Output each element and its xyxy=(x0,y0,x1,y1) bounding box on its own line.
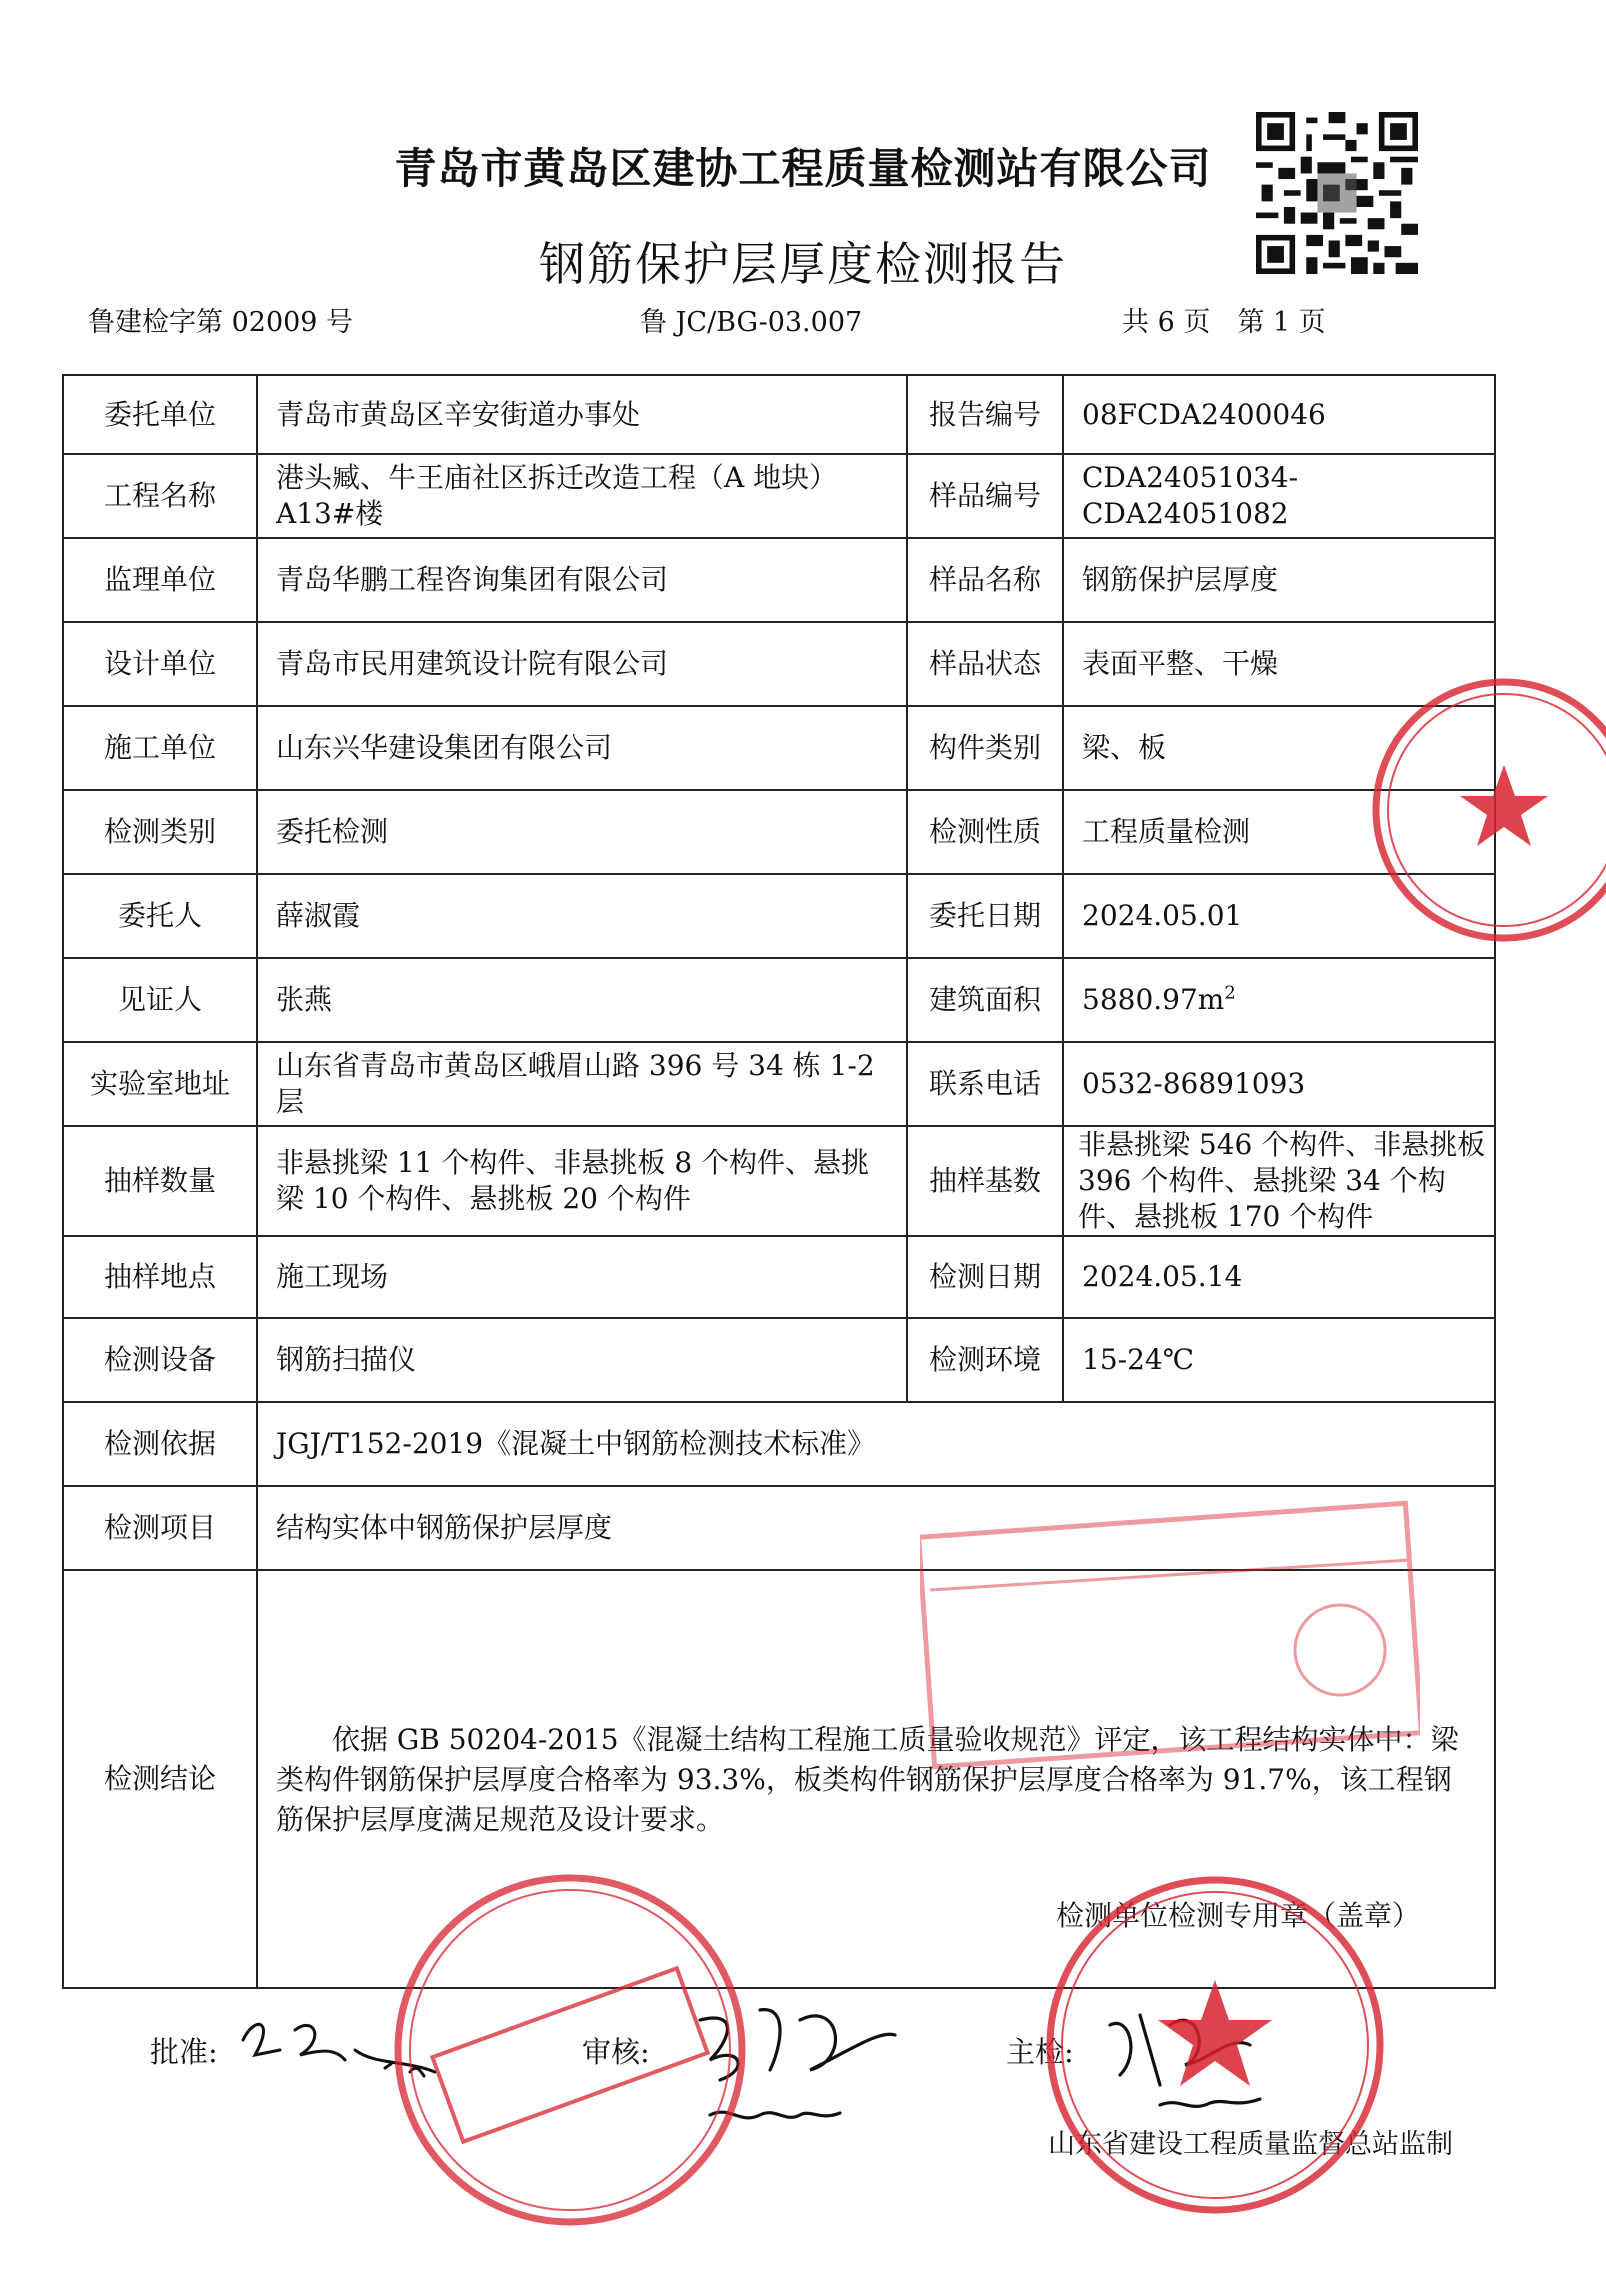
supervisor-note: 山东省建设工程质量监督总站监制 xyxy=(1048,2129,1453,2160)
table-row xyxy=(63,874,1495,958)
field-value: 08FCDA2400046 xyxy=(1063,375,1495,454)
field-label: 检测结论 xyxy=(63,1570,257,1988)
field-label: 建筑面积 xyxy=(907,958,1063,1042)
field-label: 见证人 xyxy=(63,958,257,1042)
company-name: 青岛市黄岛区建协工程质量检测站有限公司 xyxy=(394,144,1212,193)
review-label: 审核: xyxy=(582,2035,650,2069)
seal-note: 检测单位检测专用章（盖章） xyxy=(1055,1899,1420,1932)
table-row xyxy=(63,1486,1495,1570)
table-row xyxy=(63,538,1495,622)
field-label: 监理单位 xyxy=(63,538,257,622)
field-value: $5880.97m^2$ xyxy=(1063,958,1495,1042)
field-value: 钢筋扫描仪 xyxy=(257,1318,907,1402)
field-label: 委托日期 xyxy=(907,874,1063,958)
field-value: 薛淑霞 xyxy=(257,874,907,958)
field-value: 青岛市黄岛区辛安街道办事处 xyxy=(257,375,907,454)
field-label: 检测日期 xyxy=(907,1236,1063,1318)
table-row xyxy=(63,1236,1495,1318)
field-label: 施工单位 xyxy=(63,706,257,790)
page-indicator: 共 6 页 第 1 页 xyxy=(1122,307,1326,338)
field-value: 0532-86891093 xyxy=(1063,1042,1495,1126)
report-table xyxy=(62,374,1496,1989)
table-row xyxy=(63,790,1495,874)
conclusion-row xyxy=(63,1570,1495,1988)
field-label: 实验室地址 xyxy=(63,1042,257,1126)
field-label: 检测设备 xyxy=(63,1318,257,1402)
qr-code-icon xyxy=(1256,112,1418,274)
field-value: JGJ/T152-2019《混凝土中钢筋检测技术标准》 xyxy=(257,1402,1495,1486)
field-value: 2024.05.01 xyxy=(1063,874,1495,958)
table-row xyxy=(63,958,1495,1042)
table-row xyxy=(63,622,1495,706)
conclusion-text: 依据 GB 50204-2015《混凝土结构工程施工质量验收规范》评定，该工程结构实体中：梁类构件钢筋保护层厚度合格率为 93.3%，板类构件钢筋保护层厚度合格率为 91.7%，该工程钢筋保护层厚度满足规范及设计要求。 xyxy=(276,1723,1459,1836)
table-row xyxy=(63,1402,1495,1486)
field-label: 联系电话 xyxy=(907,1042,1063,1126)
field-label: 样品编号 xyxy=(907,454,1063,538)
field-label: 检测依据 xyxy=(63,1402,257,1486)
field-value: 张燕 xyxy=(257,958,907,1042)
field-value: 非悬挑梁 546 个构件、非悬挑板 396 个构件、悬挑梁 34 个构件、悬挑板 170 个构件 xyxy=(1063,1126,1495,1236)
field-value: 表面平整、干燥 xyxy=(1063,622,1495,706)
field-value: 青岛华鹏工程咨询集团有限公司 xyxy=(257,538,907,622)
field-value: 工程质量检测 xyxy=(1063,790,1495,874)
approve-label: 批准: xyxy=(150,2035,218,2069)
table-row xyxy=(63,1318,1495,1402)
report-title: 钢筋保护层厚度检测报告 xyxy=(539,237,1067,291)
field-value: 青岛市民用建筑设计院有限公司 xyxy=(257,622,907,706)
field-value: 结构实体中钢筋保护层厚度 xyxy=(257,1486,1495,1570)
field-value: 梁、板 xyxy=(1063,706,1495,790)
field-label: 委托人 xyxy=(63,874,257,958)
field-value: 2024.05.14 xyxy=(1063,1236,1495,1318)
field-label: 抽样地点 xyxy=(63,1236,257,1318)
reviewer-signature xyxy=(680,1990,910,2140)
field-label: 工程名称 xyxy=(63,454,257,538)
field-value: 钢筋保护层厚度 xyxy=(1063,538,1495,622)
field-label: 抽样数量 xyxy=(63,1126,257,1236)
field-label: 样品名称 xyxy=(907,538,1063,622)
field-label: 设计单位 xyxy=(63,622,257,706)
table-row xyxy=(63,375,1495,454)
field-value: CDA24051034- CDA24051082 xyxy=(1063,454,1495,538)
field-label: 检测项目 xyxy=(63,1486,257,1570)
field-value: 山东省青岛市黄岛区峨眉山路 396 号 34 栋 1-2 层 xyxy=(257,1042,907,1126)
table-row xyxy=(63,1126,1495,1236)
field-value: 港头臧、牛王庙社区拆迁改造工程（A 地块）A13#楼 xyxy=(257,454,907,538)
field-label: 构件类别 xyxy=(907,706,1063,790)
conclusion-cell xyxy=(257,1570,1495,1988)
form-number: 鲁 JC/BG-03.007 xyxy=(640,307,863,338)
field-label: 检测类别 xyxy=(63,790,257,874)
field-value: 施工现场 xyxy=(257,1236,907,1318)
field-label: 报告编号 xyxy=(907,375,1063,454)
field-label: 样品状态 xyxy=(907,622,1063,706)
field-label: 检测性质 xyxy=(907,790,1063,874)
table-row xyxy=(63,1042,1495,1126)
field-value: 15-24℃ xyxy=(1063,1318,1495,1402)
field-label: 委托单位 xyxy=(63,375,257,454)
approver-signature xyxy=(235,2010,465,2090)
inspector-signature xyxy=(1100,1995,1330,2125)
table-row xyxy=(63,454,1495,538)
table-row xyxy=(63,706,1495,790)
field-label: 抽样基数 xyxy=(907,1126,1063,1236)
field-label: 检测环境 xyxy=(907,1318,1063,1402)
field-value: 委托检测 xyxy=(257,790,907,874)
inspect-label: 主检: xyxy=(1006,2035,1074,2069)
field-value: 山东兴华建设集团有限公司 xyxy=(257,706,907,790)
license-number: 鲁建检字第 02009 号 xyxy=(88,307,354,338)
field-value: 非悬挑梁 11 个构件、非悬挑板 8 个构件、悬挑梁 10 个构件、悬挑板 20 个构件 xyxy=(257,1126,907,1236)
